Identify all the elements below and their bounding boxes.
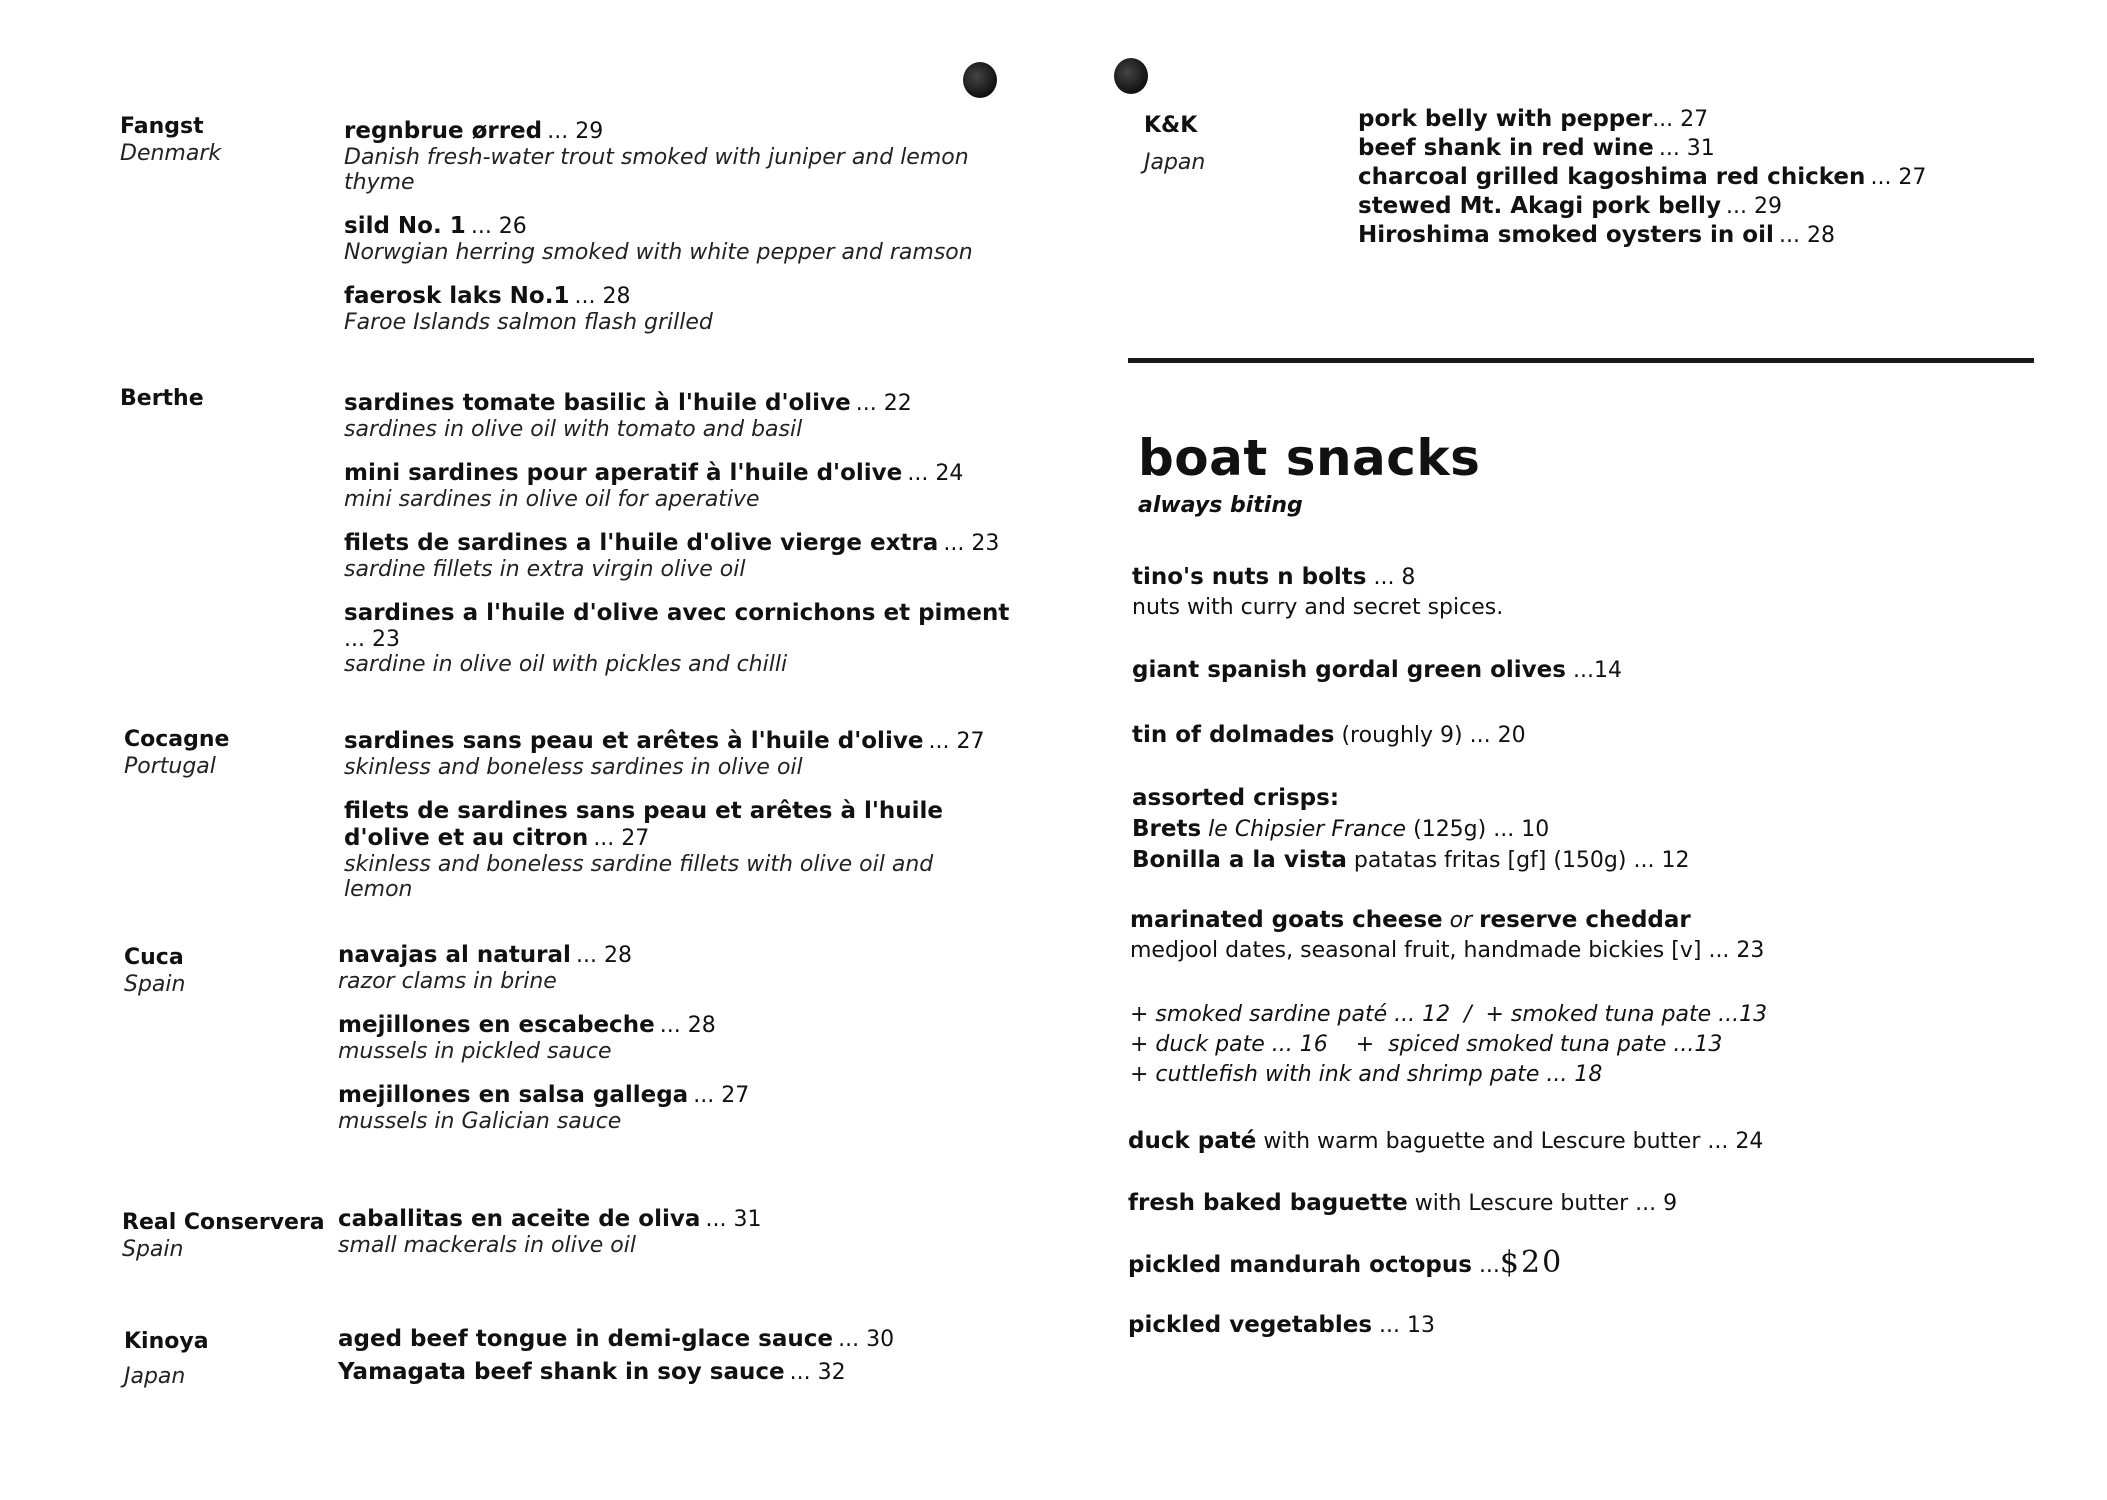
binder-hole xyxy=(1114,58,1148,94)
handwritten-price: $20 xyxy=(1499,1245,1564,1280)
maker-cocagne: Cocagne Portugal xyxy=(124,727,230,779)
snack-crisps: assorted crisps: Brets le Chipsier France (125g) ... 10 Bonilla a la vista patatas fritas [gf] (150g) ... 12 xyxy=(1132,785,1690,873)
menu-item: navajas al natural ... 28 razor clams in brine xyxy=(338,942,632,994)
menu-item: aged beef tongue in demi-glace sauce ... 30 xyxy=(338,1326,895,1352)
snack-nuts: tino's nuts n bolts ... 8 nuts with curry and secret spices. xyxy=(1132,564,1504,620)
berthe-items xyxy=(344,390,1034,695)
snack-baguette: fresh baked baguette with Lescure butter ... 9 xyxy=(1128,1190,1678,1216)
menu-item: caballitas en aceite de oliva ... 31 small mackerals in olive oil xyxy=(338,1206,762,1258)
section-divider xyxy=(1128,358,2034,363)
snack-olives: giant spanish gordal green olives ...14 xyxy=(1132,657,1622,683)
real-conservera-items xyxy=(338,1206,1028,1276)
menu-item: sild No. 1 ... 26 Norwgian herring smoked with white pepper and ramson xyxy=(344,213,973,265)
snack-addons: + smoked sardine paté ... 12 / + smoked tuna pate ...13 + duck pate ... 16 + spiced smoked tuna pate ...13 + cuttlefish with ink and shrimp pate ... 18 xyxy=(1130,1002,1768,1087)
kinoya-items xyxy=(338,1326,1028,1404)
menu-item: Yamagata beef shank in soy sauce ... 32 xyxy=(338,1359,846,1385)
maker-kinoya: Kinoya Japan xyxy=(124,1329,209,1389)
snack-dolmades: tin of dolmades (roughly 9) ... 20 xyxy=(1132,722,1526,748)
menu-item: beef shank in red wine ... 31 xyxy=(1358,135,1715,161)
menu-item: mejillones en escabeche ... 28 mussels in pickled sauce xyxy=(338,1012,716,1064)
menu-item: pork belly with pepper... 27 xyxy=(1358,106,1709,132)
maker-cuca: Cuca Spain xyxy=(124,945,186,997)
binder-hole xyxy=(963,62,997,98)
snack-cheese: marinated goats cheese or reserve cheddar medjool dates, seasonal fruit, handmade bickies [v] ... 23 xyxy=(1130,907,1765,963)
snack-octopus: pickled mandurah octopus ...$20 xyxy=(1128,1245,1564,1280)
menu-item: regnbrue ørred ... 29 Danish fresh-water trout smoked with juniper and lemon thyme xyxy=(344,118,969,195)
menu-item: faerosk laks No.1 ... 28 Faroe Islands salmon flash grilled xyxy=(344,283,713,335)
maker-real-conservera: Real Conservera Spain xyxy=(122,1210,325,1262)
menu-item: sardines sans peau et arêtes à l'huile d'olive ... 27 skinless and boneless sardines in olive oil xyxy=(344,728,985,780)
maker-kk: K&K Japan xyxy=(1144,113,1206,175)
right-menu-page xyxy=(1040,0,2107,1500)
cuca-items xyxy=(338,942,1028,1152)
menu-item: mejillones en salsa gallega ... 27 mussels in Galician sauce xyxy=(338,1082,750,1134)
menu-item: charcoal grilled kagoshima red chicken ... 27 xyxy=(1358,164,1927,190)
menu-item: Hiroshima smoked oysters in oil ... 28 xyxy=(1358,222,1835,248)
menu-item: sardines tomate basilic à l'huile d'olive ... 22 sardines in olive oil with tomato and basil xyxy=(344,390,912,442)
menu-item: filets de sardines sans peau et arêtes à l'huile d'olive et au citron ... 27 skinless and boneless sardine fillets with olive oil and lemon xyxy=(344,798,944,902)
snack-pickled-vegetables: pickled vegetables ... 13 xyxy=(1128,1312,1436,1338)
maker-berthe: Berthe xyxy=(120,386,204,411)
section-subtitle: always biting xyxy=(1138,493,1303,518)
menu-item: sardines a l'huile d'olive avec cornichons et piment ... 23 sardine in olive oil with pickles and chilli xyxy=(344,600,1010,677)
menu-item: mini sardines pour aperatif à l'huile d'olive ... 24 mini sardines in olive oil for aperative xyxy=(344,460,964,512)
section-title: boat snacks xyxy=(1138,429,1481,487)
left-menu-page xyxy=(0,0,1040,1500)
snack-duck-pate: duck paté with warm baguette and Lescure butter ... 24 xyxy=(1128,1128,1764,1154)
fangst-items xyxy=(344,118,1034,353)
menu-item: filets de sardines a l'huile d'olive vierge extra ... 23 sardine fillets in extra virgin olive oil xyxy=(344,530,1000,582)
kk-items xyxy=(1358,106,2058,251)
maker-fangst: Fangst Denmark xyxy=(120,114,222,166)
cocagne-items xyxy=(344,728,1004,920)
menu-item: stewed Mt. Akagi pork belly ... 29 xyxy=(1358,193,1782,219)
